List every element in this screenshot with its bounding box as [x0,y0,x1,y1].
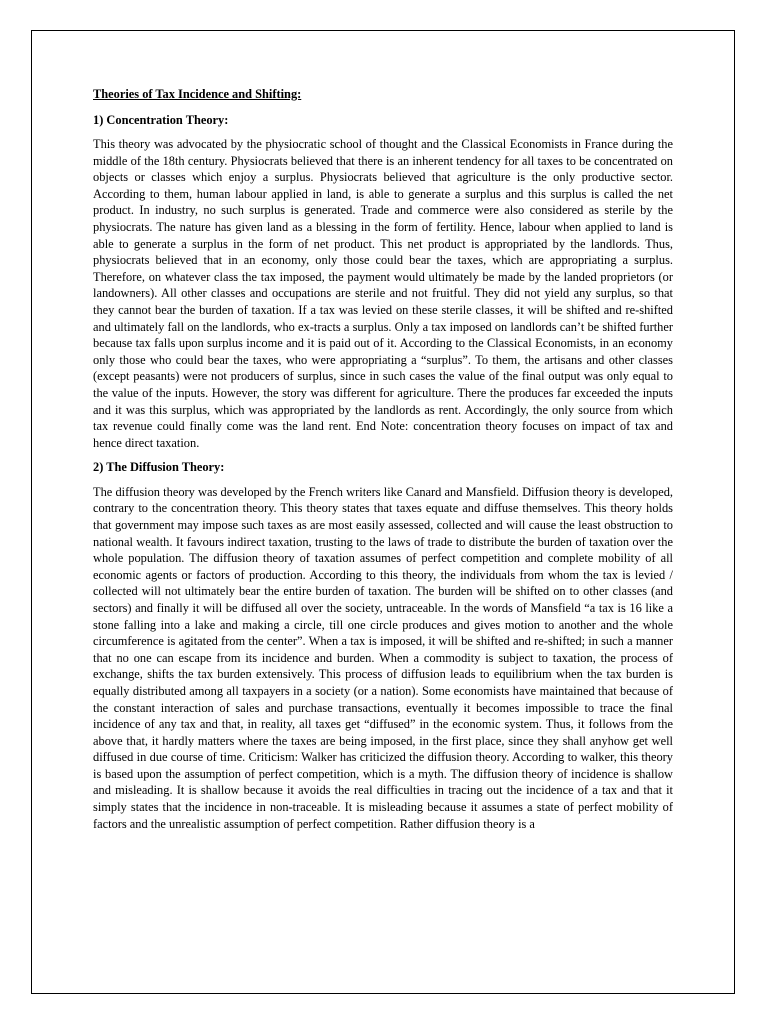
paragraph-concentration-theory: This theory was advocated by the physiocratic school of thought and the Classical Economists in France during the middle of the 18th century. Physiocrats believed that there is an inherent tendency for all taxes to be concentrated on objects or classes which enjoy a surplus. Physiocrats believed that agriculture is the only productive sector. According to them, human labour applied in land, is able to generate a surplus and this surplus is called the net product. In industry, no such surplus is generated. Trade and commerce were also considered as sterile by the physiocrats. The nature has given land as a blessing in the form of fertility. Hence, labour when applied to land is able to generate a surplus in the form of net product. This net product is appropriated by the landlords. Thus, physiocrats believed that in an economy, only those could bear the taxes, which are appropriating a surplus. Therefore, on whatever class the tax imposed, the payment would ultimately be made by the landed proprietors (or landowners). All other classes and occupations are sterile and not fruitful. They did not yield any surplus, so that they cannot bear the burden of taxation. If a tax was levied on these sterile classes, it will be shifted and re-shifted and ultimately fall on the landlords, who ex-tracts a surplus. Only a tax imposed on landlords can’t be shifted further because tax falls upon surplus income and it is paid out of it. According to the Classical Economists, in an economy only those who could bear the taxes, who were appropriating a “surplus”. To them, the artisans and other classes (except peasants) were not producers of surplus, since in such cases the value of the final output was only equal to the value of the inputs. However, the story was different for agriculture. There the produces far exceeded the inputs and it was this surplus, which was appropriated by the landlords as rent. Accordingly, the only source from which tax revenue could finally come was the land rent. End Note: concentration theory focuses on impact of tax and hence direct taxation. [93,137,673,450]
document-title: Theories of Tax Incidence and Shifting: [93,87,302,101]
document-body [93,86,673,840]
section-heading-concentration: 1) Concentration Theory: [93,112,229,127]
section-heading-diffusion: 2) The Diffusion Theory: [93,460,225,475]
paragraph-diffusion-theory: The diffusion theory was developed by the French writers like Canard and Mansfield. Diffusion theory is developed, contrary to the concentration theory. This theory states that taxes equate and diffuse themselves. This theory holds that government may impose such taxes as are most easily assessed, collected and will cause the least obstruction to national wealth. It favours indirect taxation, trusting to the laws of trade to distribute the burden of taxation over the whole population. The diffusion theory of taxation assumes of perfect competition and complete mobility of all economic agents or factors of production. According to this theory, the individuals from whom the tax is levied / collected will not ultimately bear the entire burden of taxation. The burden will be shifted on to other classes (and sectors) and finally it will be diffused all over the society, untraceable. In the words of Mansfield “a tax is 16 like a stone falling into a lake and making a circle, till one circle produces and gives motion to another and the whole circumference is agitated from the center”. When a tax is imposed, it will be shifted and re-shifted; in such a manner that no one can escape from its incidence and burden. When a commodity is subject to taxation, the process of exchange, shifts the tax burden extensively. This process of diffusion leads to equilibrium when the tax burden is equally distributed among all taxpayers in a society (or a nation). Some economists have maintained that because of the constant interaction of sales and purchase transactions, eventually it becomes impossible to trace the final incidence of any tax and that, in reality, all taxes get “diffused” in the economic system. Thus, it follows from the above that, it hardly matters where the taxes are being imposed, in the first place, since they shall anyhow get well diffused in due course of time. Criticism: Walker has criticized the diffusion theory. According to walker, this theory is based upon the assumption of perfect competition, which is a myth. The diffusion theory of incidence is shallow and misleading. It is shallow because it avoids the real difficulties in tracing out the incidence of a tax and that it simply states that the incidence in non-traceable. It is misleading because it assumes a state of perfect mobility of factors and the unrealistic assumption of perfect competition. Rather diffusion theory is a [93,484,673,831]
